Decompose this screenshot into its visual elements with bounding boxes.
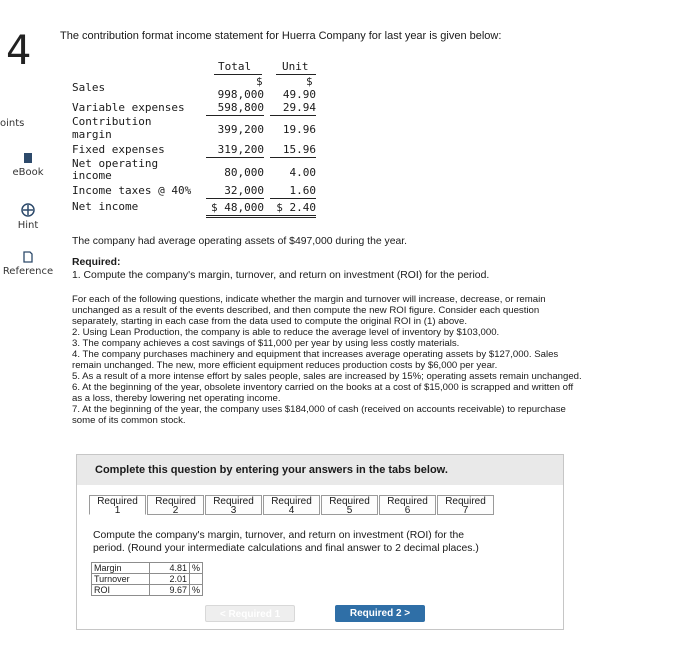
instruction-line-1: For each of the following questions, indicate whether the margin and turnover will increase, decrease, or remain: [72, 294, 546, 305]
required-heading: Required:: [72, 257, 121, 268]
row-label-variable-expenses: Variable expenses: [72, 101, 185, 114]
turnover-input[interactable]: 2.01: [150, 574, 190, 585]
column-header-total: Total: [218, 60, 252, 73]
instruction-item-6: 6. At the beginning of the year, obsolete inventory carried on the books at a cost of $15,000 is scrapped and written off: [72, 382, 574, 393]
instruction-item-4: 4. The company purchases machinery and equipment that increases average operating assets by $127,000. Sales: [72, 349, 559, 360]
roi-unit: %: [190, 585, 203, 596]
turnover-label: Turnover: [92, 574, 150, 585]
table-row: [92, 574, 203, 585]
margin-label: Margin: [92, 563, 150, 574]
instruction-item-6-cont: as a loss, thereby lowering net operating income.: [72, 393, 281, 404]
average-assets-text: The company had average operating assets of $497,000 during the year.: [72, 236, 408, 247]
tab-required-6[interactable]: [379, 495, 436, 515]
row-label-fixed-expenses: Fixed expenses: [72, 143, 165, 156]
answer-table: [91, 562, 203, 596]
row-label-net-operating: Net operating: [72, 157, 159, 170]
tab-label: Required: [445, 496, 486, 507]
variable-expenses-total: 598,800: [217, 101, 264, 114]
tab-label: Required: [329, 496, 370, 507]
double-underline-net-income: [206, 215, 316, 218]
question-number: 4: [6, 28, 32, 74]
required-1-text: 1. Compute the company's margin, turnover, and return on investment (ROI) for the period.: [72, 270, 490, 281]
table-row: [92, 585, 203, 596]
variable-expenses-unit: 29.94: [282, 101, 316, 114]
underline-fixed-total: [206, 157, 264, 158]
panel-heading: Complete this question by entering your answers in the tabs below.: [95, 464, 448, 476]
underline-variable-unit: [270, 115, 316, 116]
tab-required-7[interactable]: [437, 495, 494, 515]
tab-label: Required: [155, 496, 196, 507]
dollar-sign-total: $: [256, 75, 263, 88]
roi-label: ROI: [92, 585, 150, 596]
column-header-unit: Unit: [282, 60, 309, 73]
net-operating-income-total: 80,000: [224, 166, 264, 179]
fixed-expenses-total: 319,200: [217, 143, 264, 156]
instruction-line-2: unchanged as a result of the events described, and then compute the new ROI figure. Consider each question: [72, 305, 540, 316]
net-income-total: $ 48,000: [211, 201, 264, 214]
panel-header: [77, 455, 563, 485]
net-operating-income-unit: 4.00: [289, 166, 316, 179]
reference-icon: [22, 251, 34, 263]
book-icon: [22, 152, 34, 164]
tab-label: Required: [97, 496, 138, 507]
hint-label: Hint: [17, 220, 39, 231]
row-label-contribution: Contribution: [72, 115, 152, 128]
net-income-unit: $ 2.40: [276, 201, 316, 214]
instruction-item-3: 3. The company achieves a cost savings of $11,000 per year by using less costly materials.: [72, 338, 460, 349]
tab-number: 5: [346, 505, 353, 516]
row-label-margin: margin: [72, 128, 112, 141]
sales-total: 998,000: [217, 88, 264, 101]
contribution-margin-total: 399,200: [217, 123, 264, 136]
underline-taxes-unit: [270, 198, 316, 199]
intro-text: The contribution format income statement for Huerra Company for last year is given below:: [60, 30, 502, 42]
row-label-income: income: [72, 169, 112, 182]
tab-required-4[interactable]: [263, 495, 320, 515]
tab-instruction-line-1: Compute the company's margin, turnover, and return on investment (ROI) for the: [93, 530, 465, 541]
instruction-item-4-cont: remain unchanged. The new, more efficient equipment reduces production costs by $6,000 per year.: [72, 360, 498, 371]
instruction-item-5: 5. As a result of a more intense effort by sales people, sales are increased by 15%; operating assets remain unchanged.: [72, 371, 582, 382]
required-tabs: [89, 495, 495, 515]
row-label-sales: Sales: [72, 81, 106, 94]
contribution-margin-unit: 19.96: [282, 123, 316, 136]
tab-required-5[interactable]: [321, 495, 378, 515]
tab-required-2[interactable]: [147, 495, 204, 515]
income-taxes-total: 32,000: [224, 184, 264, 197]
sidebar-hint[interactable]: [0, 203, 56, 231]
margin-unit: %: [190, 563, 203, 574]
tab-number: 2: [172, 505, 179, 516]
points-label: oints: [0, 118, 25, 129]
instruction-item-7-cont: some of its common stock.: [72, 415, 186, 426]
row-label-net-income: Net income: [72, 200, 139, 213]
tab-label: Required: [387, 496, 428, 507]
row-label-income-taxes: Income taxes @ 40%: [72, 184, 192, 197]
answer-panel: [76, 454, 564, 630]
tab-number: 6: [404, 505, 411, 516]
tab-number: 1: [114, 505, 121, 516]
previous-required-button[interactable]: < Required 1: [205, 605, 295, 622]
roi-input[interactable]: 9.67: [150, 585, 190, 596]
fixed-expenses-unit: 15.96: [282, 143, 316, 156]
sidebar-ebook[interactable]: [0, 152, 56, 178]
tab-label: Required: [271, 496, 312, 507]
instruction-item-2: 2. Using Lean Production, the company is able to reduce the average level of inventory by $103,000.: [72, 327, 500, 338]
tab-number: 3: [230, 505, 237, 516]
hint-icon: [21, 203, 35, 217]
margin-input[interactable]: 4.81: [150, 563, 190, 574]
next-required-button[interactable]: Required 2 >: [335, 605, 425, 622]
tab-number: 4: [288, 505, 295, 516]
income-taxes-unit: 1.60: [289, 184, 316, 197]
table-row: [92, 563, 203, 574]
reference-label: Reference: [2, 266, 54, 277]
underline-fixed-unit: [270, 157, 316, 158]
tab-required-3[interactable]: [205, 495, 262, 515]
instruction-item-7: 7. At the beginning of the year, the company uses $184,000 of cash (received on accounts receivable) to repurchase: [72, 404, 566, 415]
turnover-unit: [190, 574, 203, 585]
tab-number: 7: [462, 505, 469, 516]
ebook-label: eBook: [12, 167, 44, 178]
tab-required-1[interactable]: [89, 495, 146, 515]
underline-variable-total: [206, 115, 264, 116]
sales-unit: 49.90: [282, 88, 316, 101]
tab-instruction-line-2: period. (Round your intermediate calculations and final answer to 2 decimal places.): [93, 543, 479, 554]
sidebar-reference[interactable]: [0, 251, 56, 277]
underline-taxes-total: [206, 198, 264, 199]
dollar-sign-unit: $: [306, 75, 313, 88]
header-underline-total: [214, 74, 262, 75]
instruction-line-3: separately, starting in each case from the data used to compute the original ROI in (1) above.: [72, 316, 467, 327]
tab-label: Required: [213, 496, 254, 507]
tab-instructions: [93, 529, 553, 555]
